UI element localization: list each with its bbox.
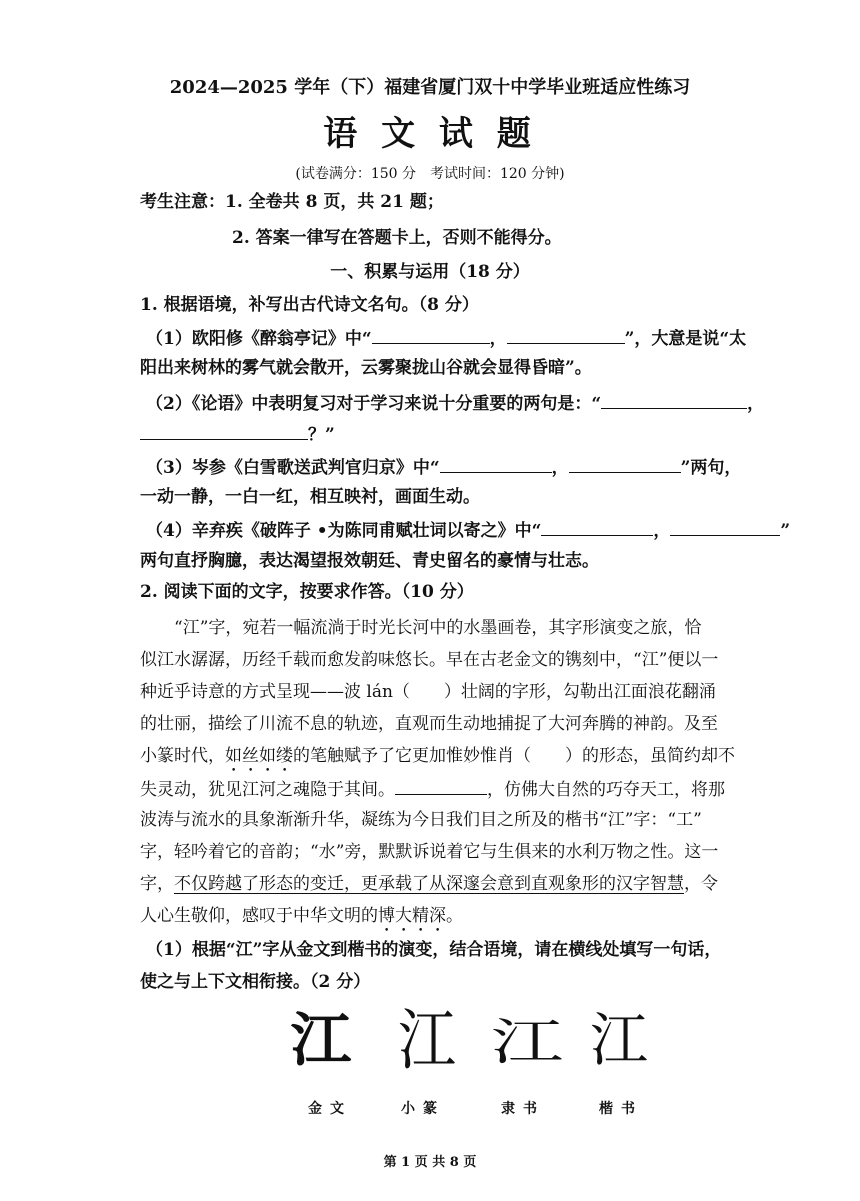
passage-text: 人心生敬仰，感叹于中华文明的 (140, 906, 378, 926)
passage-line: 字，轻吟着它的音韵；“水”旁，默默诉说着它与生俱来的水利万物之性。这一 (140, 842, 719, 862)
q1-d-line (146, 517, 790, 543)
caption-lishu: 隶书 (501, 1101, 545, 1117)
q1-b-line (146, 390, 764, 416)
dotted-phrase: 如丝如缕 (225, 746, 293, 766)
q1-b-suffix: ？” (308, 425, 335, 445)
q1-stem: 1. 根据语境，补写出古代诗文名句。（8 分） (140, 295, 479, 315)
q1-b-prefix: （2）《论语》中表明复习对于学习来说十分重要的两句是：“ (146, 394, 602, 414)
q1-c-line2: 一动一静，一白一红，相互映衬，画面生动。 (140, 487, 480, 507)
q1-b-sep: ， (747, 394, 765, 414)
q1-a-sep: ， (489, 329, 507, 349)
school-line: 2024—2025 学年（下）福建省厦门双十中学毕业班适应性练习 (169, 77, 691, 98)
underlined-sentence: 不仅跨越了形态的变迁，更承载了从深邃会意到直观象形的汉字智慧 (174, 874, 684, 894)
passage-line (140, 904, 463, 936)
answer-blank[interactable] (569, 454, 681, 473)
q1-c-prefix: （3）岑参《白雪歌送武判官归京》中“ (146, 458, 440, 478)
passage-text: 种近乎诗意的方式呈现——波 lán（ (140, 682, 410, 702)
notice-line-1 (140, 190, 444, 214)
passage-line (140, 872, 718, 896)
passage-text: ）的形态，虽简约却不 (565, 746, 735, 766)
passage-line: 的壮丽，描绘了川流不息的轨迹，直观而生动地捕捉了大河奔腾的神韵。及至 (140, 714, 718, 734)
answer-blank[interactable] (670, 517, 780, 536)
passage-text: 。 (446, 906, 463, 926)
page-title: 语 文 试 题 (323, 114, 537, 154)
answer-blank[interactable] (440, 454, 552, 473)
exam-meta: (试卷满分：150 分 考试时间：120 分钟) (295, 166, 565, 182)
glyph-lishu: 江 (490, 1013, 564, 1071)
q1-c-sep: ， (551, 458, 569, 478)
q1-c-line (146, 454, 741, 480)
q1-a-line (146, 325, 746, 351)
q1-b-line2 (140, 421, 335, 447)
passage-text: 字， (140, 874, 174, 894)
notice-2: 2. 答案一律写在答题卡上，否则不能得分。 (232, 228, 562, 248)
passage-text: 失灵动，犹见江河之魂隐于其间。 (140, 780, 395, 800)
answer-blank[interactable] (372, 325, 490, 344)
notice-label: 考生注意： (140, 192, 225, 212)
passage-line: 波涛与流水的具象渐渐升华，凝练为今日我们目之所及的楷书“江”字：“工” (140, 810, 702, 830)
answer-blank[interactable] (395, 776, 487, 795)
passage-text: ）壮阔的字形，勾勒出江面浪花翻涌 (443, 682, 716, 702)
answer-blank[interactable] (541, 517, 653, 536)
q2-stem: 2. 阅读下面的文字，按要求作答。（10 分） (140, 582, 474, 602)
q1-a-prefix: （1）欧阳修《醉翁亭记》中“ (146, 329, 372, 349)
passage-text: ，仿佛大自然的巧夺天工，将那 (487, 780, 725, 800)
q1-c-suffix: ”两句， (680, 458, 742, 478)
dotted-phrase: 博大精深 (378, 906, 446, 926)
glyph-xiaozhuan: 江 (398, 1000, 457, 1080)
q1-d-suffix: ” (780, 521, 791, 541)
passage-text: ，令 (684, 874, 718, 894)
section-heading: 一、积累与运用（18 分） (330, 262, 530, 282)
answer-blank[interactable] (507, 325, 625, 344)
passage-text: 小篆时代， (140, 746, 225, 766)
q1-d-line2: 两句直抒胸臆，表达渴望报效朝廷、青史留名的豪情与壮志。 (140, 551, 599, 571)
q1-d-sep: ， (653, 521, 671, 541)
notice-1: 1. 全卷共 8 页，共 21 题； (225, 192, 444, 212)
answer-blank[interactable] (140, 421, 308, 440)
answer-blank[interactable] (601, 390, 747, 409)
passage-line: 似江水潺潺，历经千载而愈发韵味悠长。早在古老金文的镌刻中，“江”便以一 (140, 650, 719, 670)
q1-a-suffix: ”，大意是说“太 (624, 329, 747, 349)
q1-a-line2: 阳出来树林的雾气就会散开，云雾聚拢山谷就会显得昏暗”。 (140, 358, 592, 378)
glyph-kaishu: 江 (590, 1006, 649, 1074)
glyph-jinwen: 江 (290, 1006, 352, 1074)
caption-jinwen: 金文 (308, 1101, 352, 1117)
caption-xiaozhuan: 小篆 (401, 1101, 445, 1117)
page-number: 第 1 页 共 8 页 (383, 1155, 477, 1170)
q2-sub1-line2: 使之与上下文相衔接。（2 分） (140, 972, 371, 992)
passage-text: 的笔触赋予了它更加惟妙惟肖（ (293, 746, 531, 766)
passage-line (140, 776, 725, 802)
passage-line (140, 744, 735, 776)
passage-line (140, 680, 716, 704)
q2-sub1-line1: （1）根据“江”字从金文到楷书的演变，结合语境，请在横线处填写一句话， (146, 940, 722, 960)
caption-kaishu: 楷书 (599, 1101, 643, 1117)
q1-d-prefix: （4）辛弃疾《破阵子 •为陈同甫赋壮词以寄之》中“ (146, 521, 542, 541)
passage-line: “江”字，宛若一幅流淌于时光长河中的水墨画卷，其字形演变之旅，恰 (174, 618, 702, 638)
